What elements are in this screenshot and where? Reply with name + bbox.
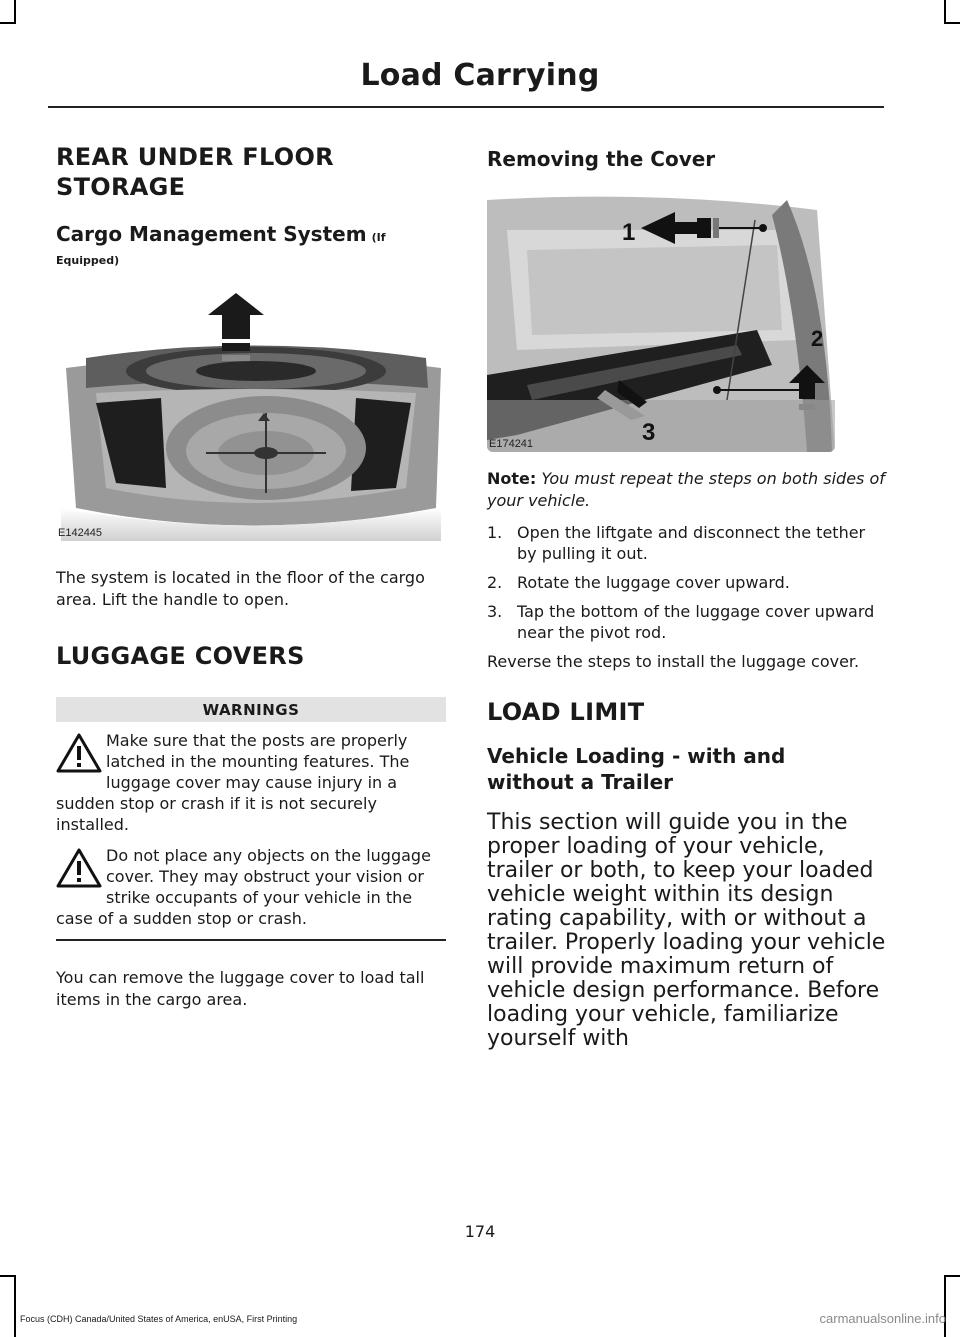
note-text: You must repeat the steps on both sides of your vehicle. xyxy=(487,469,885,510)
right-column xyxy=(487,142,887,1051)
step-number: 3. xyxy=(487,602,503,621)
callout-3: 3 xyxy=(642,419,656,446)
note-label: Note: xyxy=(487,469,537,488)
warning-item xyxy=(56,845,446,929)
steps-list xyxy=(487,522,887,643)
site-watermark[interactable]: carmanualsonline.info xyxy=(819,1311,946,1326)
crop-mark xyxy=(944,0,946,24)
figure-code: E142445 xyxy=(58,527,103,539)
header-divider xyxy=(48,106,884,108)
warnings-end-rule xyxy=(56,939,446,941)
left-column xyxy=(56,142,446,1011)
list-item xyxy=(487,601,887,643)
warnings-box xyxy=(56,697,446,941)
step-text: Tap the bottom of the luggage cover upward near the pivot rod. xyxy=(517,602,875,642)
crop-mark xyxy=(944,1275,960,1277)
figure-removing-cover xyxy=(487,190,835,452)
paragraph: Reverse the steps to install the luggage cover. xyxy=(487,652,860,671)
paragraph: The system is located in the floor of the cargo area. Lift the handle to open. xyxy=(56,568,425,609)
crop-mark xyxy=(944,1275,946,1337)
large-paragraph: This section will guide you in the proper loading of your vehicle, trailer or both, to keep your loaded vehicle weight within its design rating capability, with or without a trailer. Properly loading your vehicle will provide maximum return of vehicle design performance. Before loading your vehicle, familiarize yourself with xyxy=(487,810,886,1051)
subsection-cargo-management xyxy=(56,222,446,267)
warning-triangle-icon xyxy=(56,732,102,774)
subsection-note: Equipped) xyxy=(56,254,120,267)
step-text: Open the liftgate and disconnect the tether by pulling it out. xyxy=(517,523,866,563)
callout-2: 2 xyxy=(811,326,824,351)
crop-mark xyxy=(944,22,960,24)
crop-mark xyxy=(0,1275,16,1277)
print-info: Focus (CDH) Canada/United States of America, enUSA, First Printing xyxy=(20,1314,298,1324)
section-title-line: REAR UNDER FLOOR xyxy=(56,143,334,171)
warning-triangle-icon xyxy=(56,847,102,889)
subsection-title: Cargo Management System xyxy=(56,222,367,246)
page-number: 174 xyxy=(464,1222,496,1241)
removing-cover-illustration xyxy=(487,190,835,452)
callout-1: 1 xyxy=(622,219,636,246)
section-title-line: STORAGE xyxy=(56,173,186,201)
figure-code: E174241 xyxy=(489,438,534,450)
cargo-storage-illustration xyxy=(56,293,446,541)
subsection-title-removing-cover: Removing the Cover xyxy=(487,147,716,171)
note-paragraph xyxy=(487,468,887,512)
section-title-rear-storage xyxy=(56,142,446,202)
section-title-luggage-covers: LUGGAGE COVERS xyxy=(56,642,305,670)
crop-mark xyxy=(0,22,16,24)
warning-text: Make sure that the posts are properly latched in the mounting features. The luggage cover may cause injury in a sudden stop or crash if it is not securely installed. xyxy=(56,731,410,834)
warnings-header: WARNINGS xyxy=(56,697,446,722)
crop-mark xyxy=(14,1275,16,1337)
paragraph: You can remove the luggage cover to load tall items in the cargo area. xyxy=(56,968,425,1009)
section-title-load-limit: LOAD LIMIT xyxy=(487,698,645,726)
subsection-title-vehicle-loading: Vehicle Loading - with and without a Trailer xyxy=(487,744,786,794)
step-text: Rotate the luggage cover upward. xyxy=(517,573,790,592)
list-item xyxy=(487,572,887,593)
page-header-title: Load Carrying xyxy=(360,58,600,93)
warning-item xyxy=(56,730,446,835)
step-number: 2. xyxy=(487,573,503,592)
list-item xyxy=(487,522,887,564)
subsection-note: (If xyxy=(371,231,386,244)
crop-mark xyxy=(14,0,16,24)
warning-text: Do not place any objects on the luggage cover. They may obstruct your vision or strike occupants of your vehicle in the case of a sudden stop or crash. xyxy=(56,846,431,928)
figure-cargo-storage xyxy=(56,293,446,541)
step-number: 1. xyxy=(487,523,503,542)
